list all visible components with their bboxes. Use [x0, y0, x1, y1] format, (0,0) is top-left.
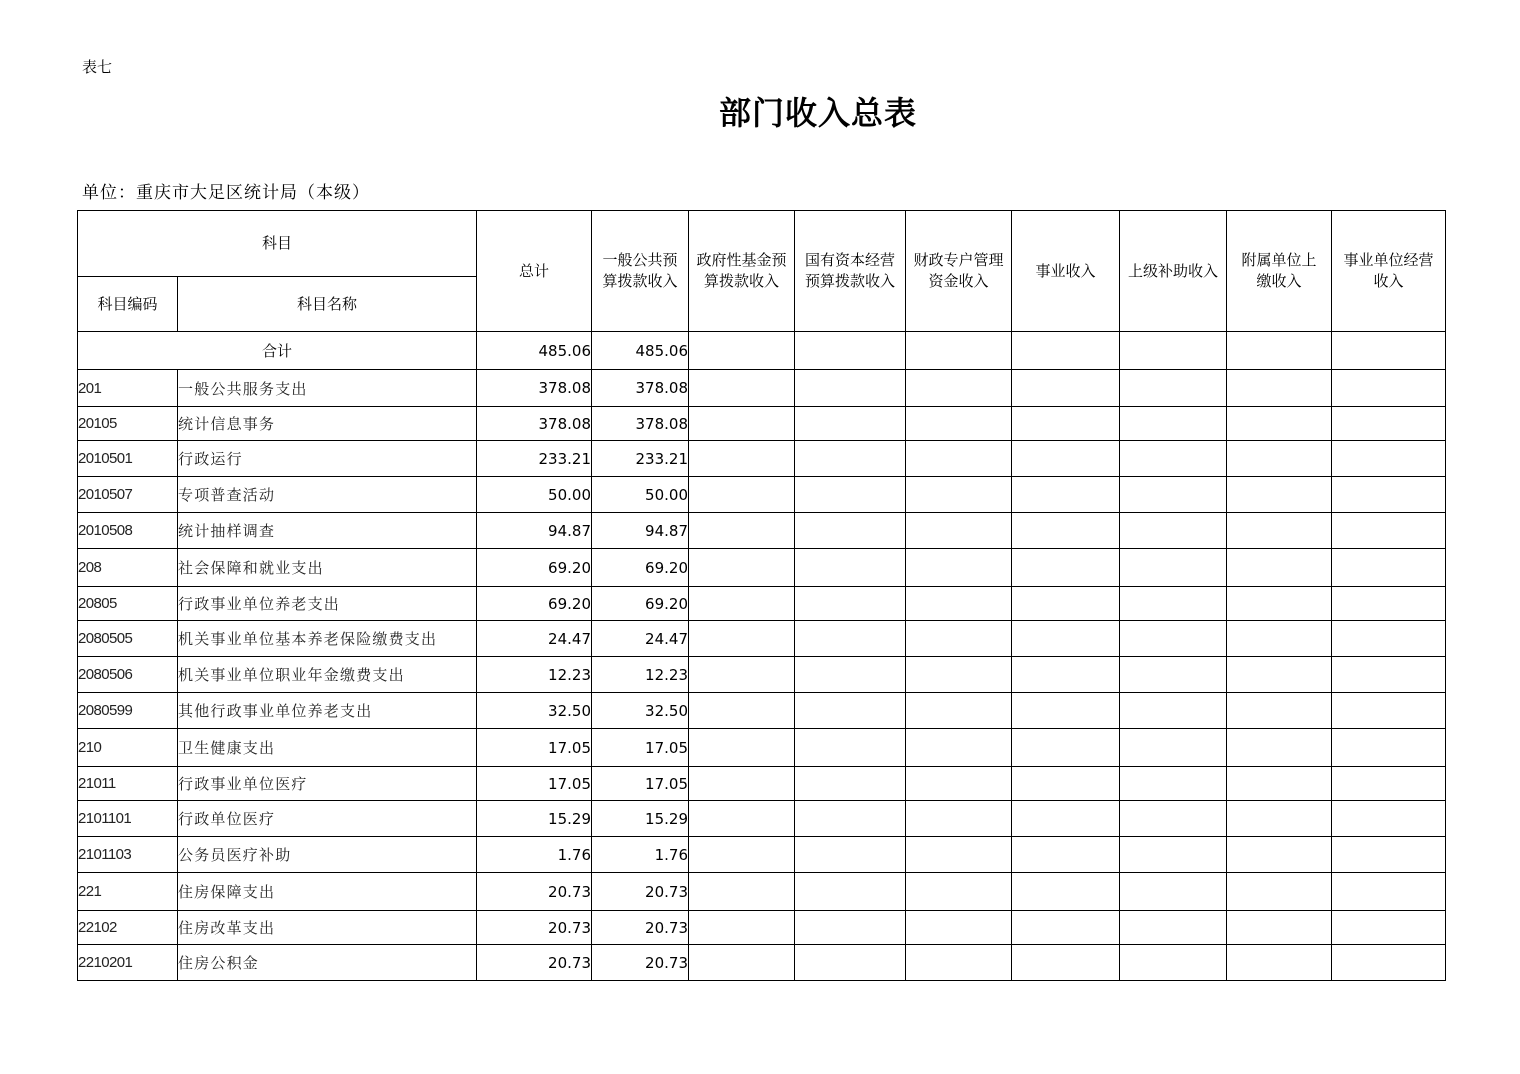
empty-cell: [1012, 549, 1120, 587]
row-general-budget: 20.73: [592, 945, 689, 981]
subject-code: 21011: [78, 767, 178, 801]
empty-cell: [1227, 873, 1332, 911]
subject-name: 社会保障和就业支出: [178, 549, 477, 587]
row-general-budget: 94.87: [592, 513, 689, 549]
empty-cell: [1120, 873, 1227, 911]
empty-cell: [1012, 332, 1120, 370]
table-row: [78, 370, 1446, 407]
empty-cell: [1227, 407, 1332, 441]
empty-cell: [1012, 370, 1120, 407]
subject-code: 208: [78, 549, 178, 587]
empty-cell: [689, 513, 795, 549]
subject-code: 20805: [78, 587, 178, 621]
row-general-budget: 69.20: [592, 549, 689, 587]
subject-code: 20105: [78, 407, 178, 441]
table-row: [78, 587, 1446, 621]
empty-cell: [1332, 767, 1446, 801]
empty-cell: [689, 621, 795, 657]
empty-cell: [906, 729, 1012, 767]
empty-cell: [795, 549, 906, 587]
subject-code: 2210201: [78, 945, 178, 981]
empty-cell: [689, 837, 795, 873]
empty-cell: [906, 801, 1012, 837]
empty-cell: [689, 587, 795, 621]
empty-cell: [1227, 370, 1332, 407]
empty-cell: [1332, 621, 1446, 657]
header-general-budget: [592, 211, 689, 332]
empty-cell: [1227, 945, 1332, 981]
empty-cell: [795, 767, 906, 801]
empty-cell: [795, 513, 906, 549]
empty-cell: [689, 441, 795, 477]
empty-cell: [1120, 513, 1227, 549]
empty-cell: [689, 767, 795, 801]
table-row: [78, 767, 1446, 801]
subject-name: 住房保障支出: [178, 873, 477, 911]
empty-cell: [906, 407, 1012, 441]
row-general-budget: 1.76: [592, 837, 689, 873]
empty-cell: [1012, 513, 1120, 549]
subject-code: 22102: [78, 911, 178, 945]
subject-code: 2080599: [78, 693, 178, 729]
subject-name: 一般公共服务支出: [178, 370, 477, 407]
empty-cell: [795, 657, 906, 693]
empty-cell: [689, 332, 795, 370]
empty-cell: [1120, 837, 1227, 873]
subject-name: 统计信息事务: [178, 407, 477, 441]
row-total: 1.76: [477, 837, 592, 873]
total-amount: 485.06: [477, 332, 592, 370]
subject-name: 住房公积金: [178, 945, 477, 981]
table-row: [78, 621, 1446, 657]
empty-cell: [689, 477, 795, 513]
page-title: 部门收入总表: [718, 94, 917, 132]
empty-cell: [906, 945, 1012, 981]
subject-name: 行政事业单位医疗: [178, 767, 477, 801]
row-general-budget: 50.00: [592, 477, 689, 513]
row-general-budget: 378.08: [592, 407, 689, 441]
row-total: 24.47: [477, 621, 592, 657]
table-row: [78, 873, 1446, 911]
row-general-budget: 17.05: [592, 729, 689, 767]
table-row: [78, 801, 1446, 837]
empty-cell: [1227, 693, 1332, 729]
header-gov-fund-text: 政府性基金预算拨款收入: [696, 251, 787, 290]
row-total: 17.05: [477, 767, 592, 801]
empty-cell: [906, 441, 1012, 477]
empty-cell: [1332, 801, 1446, 837]
subject-code: 2101103: [78, 837, 178, 873]
table-number: 表七: [82, 58, 113, 76]
row-general-budget: 20.73: [592, 873, 689, 911]
empty-cell: [1120, 332, 1227, 370]
header-special-fund-text: 财政专户管理资金收入: [913, 251, 1004, 290]
empty-cell: [906, 332, 1012, 370]
row-total: 50.00: [477, 477, 592, 513]
empty-cell: [795, 332, 906, 370]
empty-cell: [1012, 477, 1120, 513]
empty-cell: [1332, 837, 1446, 873]
subject-name: 行政运行: [178, 441, 477, 477]
empty-cell: [906, 587, 1012, 621]
empty-cell: [1332, 693, 1446, 729]
header-state-capital-text: 国有资本经营预算拨款收入: [804, 251, 895, 290]
empty-cell: [1227, 549, 1332, 587]
empty-cell: [1332, 513, 1446, 549]
empty-cell: [1120, 911, 1227, 945]
empty-cell: [1227, 729, 1332, 767]
row-general-budget: 20.73: [592, 911, 689, 945]
subject-code: 2010501: [78, 441, 178, 477]
table-row: [78, 441, 1446, 477]
subject-name: 住房改革支出: [178, 911, 477, 945]
subject-code: 2010507: [78, 477, 178, 513]
table-row: [78, 837, 1446, 873]
subject-name: 统计抽样调查: [178, 513, 477, 549]
empty-cell: [795, 477, 906, 513]
empty-cell: [1012, 621, 1120, 657]
row-total: 378.08: [477, 407, 592, 441]
row-general-budget: 32.50: [592, 693, 689, 729]
empty-cell: [795, 693, 906, 729]
row-total: 32.50: [477, 693, 592, 729]
header-gov-fund: [689, 211, 795, 332]
empty-cell: [1227, 477, 1332, 513]
row-total: 20.73: [477, 911, 592, 945]
empty-cell: [1120, 441, 1227, 477]
empty-cell: [1120, 370, 1227, 407]
empty-cell: [1012, 945, 1120, 981]
header-affiliated-income-text: 附属单位上缴收入: [1241, 251, 1317, 290]
empty-cell: [795, 873, 906, 911]
empty-cell: [1227, 801, 1332, 837]
empty-cell: [689, 873, 795, 911]
empty-cell: [1012, 729, 1120, 767]
subject-code: 210: [78, 729, 178, 767]
header-business-income: 事业收入: [1012, 211, 1120, 332]
empty-cell: [1012, 693, 1120, 729]
empty-cell: [689, 911, 795, 945]
empty-cell: [906, 549, 1012, 587]
subject-code: 221: [78, 873, 178, 911]
empty-cell: [1120, 587, 1227, 621]
header-general-budget-text: 一般公共预算拨款收入: [602, 251, 678, 290]
row-total: 20.73: [477, 945, 592, 981]
empty-cell: [1120, 621, 1227, 657]
empty-cell: [1227, 513, 1332, 549]
row-total: 15.29: [477, 801, 592, 837]
subject-code: 2101101: [78, 801, 178, 837]
row-total: 378.08: [477, 370, 592, 407]
empty-cell: [1332, 477, 1446, 513]
subject-code: 201: [78, 370, 178, 407]
subject-name: 行政单位医疗: [178, 801, 477, 837]
empty-cell: [1332, 332, 1446, 370]
header-operating-income-text: 事业单位经营收入: [1343, 251, 1434, 290]
empty-cell: [795, 801, 906, 837]
row-total: 233.21: [477, 441, 592, 477]
empty-cell: [795, 441, 906, 477]
empty-cell: [1227, 621, 1332, 657]
empty-cell: [1120, 477, 1227, 513]
subject-name: 机关事业单位基本养老保险缴费支出: [178, 621, 477, 657]
empty-cell: [795, 621, 906, 657]
empty-cell: [689, 549, 795, 587]
empty-cell: [1012, 767, 1120, 801]
row-general-budget: 69.20: [592, 587, 689, 621]
empty-cell: [906, 767, 1012, 801]
empty-cell: [1227, 587, 1332, 621]
subject-name: 卫生健康支出: [178, 729, 477, 767]
empty-cell: [906, 477, 1012, 513]
header-affiliated-income: [1227, 211, 1332, 332]
empty-cell: [906, 873, 1012, 911]
empty-cell: [1227, 837, 1332, 873]
row-general-budget: 17.05: [592, 767, 689, 801]
header-code: 科目编码: [78, 277, 178, 332]
empty-cell: [689, 657, 795, 693]
subject-code: 2010508: [78, 513, 178, 549]
table-row: [78, 407, 1446, 441]
empty-cell: [1012, 837, 1120, 873]
empty-cell: [1012, 657, 1120, 693]
empty-cell: [1120, 801, 1227, 837]
empty-cell: [1332, 407, 1446, 441]
empty-cell: [906, 911, 1012, 945]
subject-code: 2080505: [78, 621, 178, 657]
subject-name: 其他行政事业单位养老支出: [178, 693, 477, 729]
empty-cell: [795, 945, 906, 981]
empty-cell: [689, 801, 795, 837]
row-total: 17.05: [477, 729, 592, 767]
header-state-capital: [795, 211, 906, 332]
row-general-budget: 233.21: [592, 441, 689, 477]
table-row: [78, 693, 1446, 729]
row-total: 69.20: [477, 587, 592, 621]
total-general-budget: 485.06: [592, 332, 689, 370]
empty-cell: [1332, 729, 1446, 767]
empty-cell: [1332, 441, 1446, 477]
empty-cell: [1332, 549, 1446, 587]
empty-cell: [1120, 407, 1227, 441]
empty-cell: [1227, 441, 1332, 477]
table-row: [78, 513, 1446, 549]
empty-cell: [795, 837, 906, 873]
empty-cell: [1332, 873, 1446, 911]
empty-cell: [1012, 407, 1120, 441]
subject-name: 公务员医疗补助: [178, 837, 477, 873]
header-operating-income: [1332, 211, 1446, 332]
row-general-budget: 15.29: [592, 801, 689, 837]
empty-cell: [1120, 945, 1227, 981]
row-general-budget: 12.23: [592, 657, 689, 693]
header-subject: 科目: [78, 211, 477, 277]
empty-cell: [1332, 587, 1446, 621]
empty-cell: [795, 407, 906, 441]
empty-cell: [1332, 370, 1446, 407]
subject-code: 2080506: [78, 657, 178, 693]
unit-label: 单位：重庆市大足区统计局（本级）: [82, 183, 370, 203]
empty-cell: [795, 587, 906, 621]
empty-cell: [906, 657, 1012, 693]
empty-cell: [1012, 873, 1120, 911]
header-total: 总计: [477, 211, 592, 332]
empty-cell: [795, 911, 906, 945]
empty-cell: [906, 513, 1012, 549]
header-name: 科目名称: [178, 277, 477, 332]
table-row: [78, 729, 1446, 767]
subject-name: 机关事业单位职业年金缴费支出: [178, 657, 477, 693]
empty-cell: [689, 945, 795, 981]
subject-name: 专项普查活动: [178, 477, 477, 513]
empty-cell: [795, 729, 906, 767]
empty-cell: [906, 837, 1012, 873]
empty-cell: [1012, 587, 1120, 621]
row-total: 69.20: [477, 549, 592, 587]
empty-cell: [1120, 729, 1227, 767]
empty-cell: [1227, 332, 1332, 370]
table-row: [78, 945, 1446, 981]
empty-cell: [1120, 657, 1227, 693]
empty-cell: [689, 370, 795, 407]
table-row: [78, 477, 1446, 513]
header-superior-subsidy: 上级补助收入: [1120, 211, 1227, 332]
empty-cell: [1120, 693, 1227, 729]
total-row: [78, 332, 1446, 370]
row-general-budget: 378.08: [592, 370, 689, 407]
empty-cell: [906, 621, 1012, 657]
empty-cell: [1227, 767, 1332, 801]
empty-cell: [689, 693, 795, 729]
empty-cell: [1332, 911, 1446, 945]
empty-cell: [1332, 657, 1446, 693]
total-label: 合计: [78, 332, 477, 370]
header-special-fund: [906, 211, 1012, 332]
row-total: 12.23: [477, 657, 592, 693]
empty-cell: [1012, 911, 1120, 945]
empty-cell: [1012, 801, 1120, 837]
empty-cell: [1227, 911, 1332, 945]
empty-cell: [906, 693, 1012, 729]
empty-cell: [689, 729, 795, 767]
row-total: 20.73: [477, 873, 592, 911]
empty-cell: [689, 407, 795, 441]
empty-cell: [1227, 657, 1332, 693]
empty-cell: [795, 370, 906, 407]
table-row: [78, 911, 1446, 945]
empty-cell: [1012, 441, 1120, 477]
table-row: [78, 549, 1446, 587]
row-total: 94.87: [477, 513, 592, 549]
empty-cell: [1120, 767, 1227, 801]
subject-name: 行政事业单位养老支出: [178, 587, 477, 621]
empty-cell: [1120, 549, 1227, 587]
empty-cell: [1332, 945, 1446, 981]
row-general-budget: 24.47: [592, 621, 689, 657]
empty-cell: [906, 370, 1012, 407]
table-row: [78, 657, 1446, 693]
income-summary-table: [77, 210, 1446, 981]
